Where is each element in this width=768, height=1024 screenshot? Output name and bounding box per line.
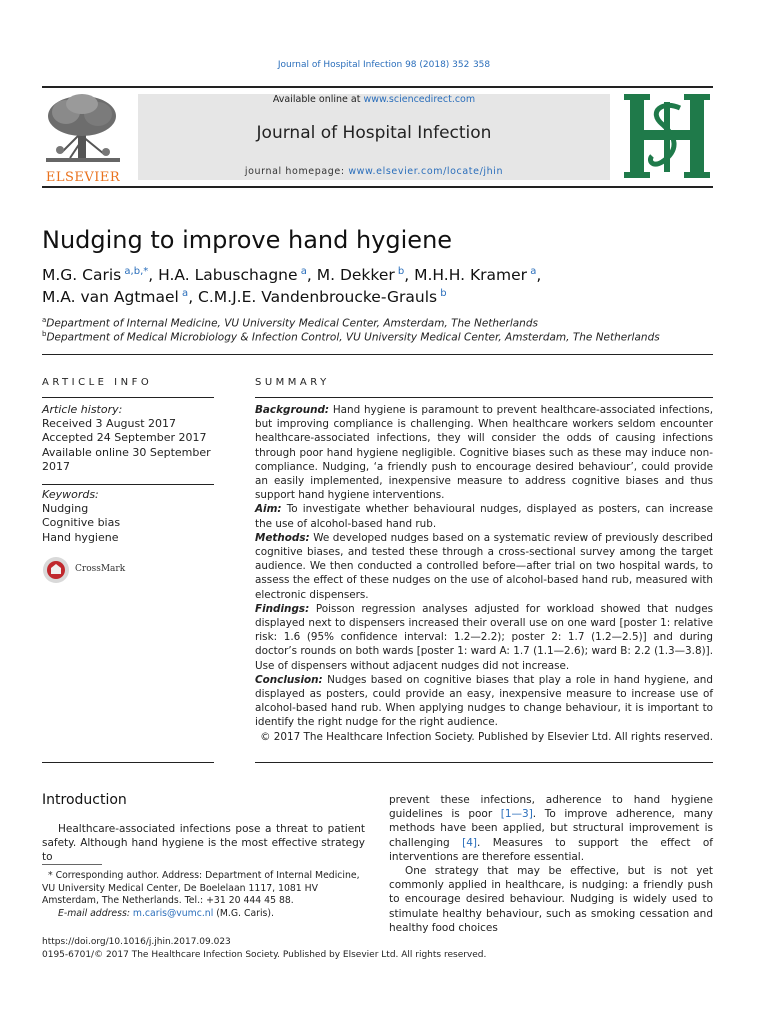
background-label: Background: [255,404,330,416]
author-name[interactable]: M.A. van Agtmael [42,288,179,307]
issn-line: 0195-6701/© 2017 The Healthcare Infection Society. Published by Elsevier Ltd. All rights reserved. [42,950,487,960]
authors-line-1 [42,266,541,284]
email-line [42,908,372,921]
intro-text: prevent these infections, adherence to hand hygiene guidelines is poor [389,794,713,821]
header-rule-top [42,86,713,88]
author-affiliation-mark[interactable]: b [437,288,447,299]
article-info-heading: ARTICLE INFO [42,377,153,388]
summary-body [255,403,713,744]
author-separator: , [404,266,415,285]
citation-link[interactable]: [1—3] [500,808,533,821]
keyword: Cognitive bias [42,516,121,530]
online-date-year: 2017 [42,459,70,473]
summary-copyright: © 2017 The Healthcare Infection Society. Published by Elsevier Ltd. All rights reserved. [260,730,713,743]
journal-citation: Journal of Hospital Infection 98 (2018) 352 358 [277,60,491,70]
affiliation-text: Department of Medical Microbiology & Infection Control, VU University Medical Center, Amsterdam, The Netherlands [46,331,660,344]
affiliation-a [42,316,538,330]
keywords-label: Keywords: [42,488,99,501]
elsevier-tree-icon [42,92,124,166]
conclusion-text: Nudges based on cognitive biases that play a role in hand hygiene, and displayed as posters, could provide an easy, inexpensive measure to increase use of alcohol-based hand rub. When applying nudges to change behaviour, it is important to identify the right nudge for the right audience. [255,673,713,729]
journal-name: Journal of Hospital Infection [256,123,492,143]
crossmark-badge[interactable] [42,556,132,586]
author-affiliation-mark[interactable]: a [178,288,189,299]
elsevier-wordmark: ELSEVIER [45,170,121,185]
elsevier-logo[interactable] [42,92,124,185]
summary-aim [255,502,713,530]
author-name[interactable]: M.G. Caris [42,266,122,285]
author-name[interactable]: M. Dekker [316,266,395,285]
author-separator: , [306,266,317,285]
authors-line-2 [42,288,447,306]
doi-link[interactable]: https://doi.org/10.1016/j.jhin.2017.09.023 [42,937,231,947]
affiliation-mark: b [42,330,47,338]
citation-link[interactable]: [4] [462,836,477,849]
crossmark-label: CrossMark [75,564,126,574]
history-label: Article history: [42,403,123,416]
affiliation-text: Department of Internal Medicine, VU University Medical Center, Amsterdam, The Netherlands [46,317,538,330]
intro-left-column [42,822,365,865]
affiliation-b [42,330,660,344]
footnote-rule [42,864,102,865]
methods-text: We developed nudges based on a systematic review of previously described cognitive biases, and tested these through a cross-sectional survey among the target audience. We then conducted a controlled before—after trial on two hospital wards, to assess the effect of these nudges on the use of alcohol-based hand rub, measured with electronic dispensers. [255,531,713,601]
corresponding-author: * Corresponding author. Address: Department of Internal Medicine, VU University Medical Center, De Boelelaan 1117, 1081 HV Amsterdam, The Netherlands. Tel.: +31 20 444 45 88. [42,870,360,907]
author-separator: , [536,266,542,285]
intro-text: . To improve adherence, many methods have been applied, but structural improvement is challenging [389,808,713,849]
homepage-label: journal homepage: [244,166,349,177]
accepted-date: Accepted 24 September 2017 [42,431,207,445]
online-date: Available online 30 September [42,445,211,459]
summary-conclusion [255,673,713,730]
conclusion-label: Conclusion: [255,673,323,686]
summary-findings [255,602,713,673]
background-text: Hand hygiene is paramount to prevent healthcare-associated infections, but improving compliance is challenging. When healthcare workers seldom encounter healthcare-associated infections, they will consider the odds of causing infections through poor hand hygiene negligible. Cognitive biases such as these may induce non-compliance. Nudging, ‘a friendly push to encourage desired behaviour’, could provide an easily implemented, inexpensive measure to address cognitive biases and thus support hand hygiene interventions. [255,404,713,502]
summary-bottom-rule [255,762,713,763]
author-affiliation-mark[interactable]: a [527,266,537,277]
available-online [138,94,610,105]
author-separator: , [188,288,199,307]
sciencedirect-link[interactable]: www.sciencedirect.com [363,94,476,105]
aim-label: Aim: [255,503,282,516]
his-emblem-icon [622,90,712,182]
received-date: Received 3 August 2017 [42,417,177,431]
affiliation-mark: a [42,316,47,324]
author-affiliation-mark[interactable]: a [297,266,307,277]
journal-homepage [138,166,610,177]
aim-text: To investigate whether behavioural nudges, displayed as posters, can increase the use of alcohol-based hand rub. [255,503,713,530]
findings-text: Poisson regression analyses adjusted for workload showed that nudges displayed next to dispensers increased their overall use on one ward [poster 1: relative risk: 1.6 (95% confidence interval: 1.2—2.2); poster 2: 1.7 (1.2—2.5)] and during doctor’s rounds on both wards [poster 1: ward A: 1.7 (1.1—2.6); ward B: 2.2 (1.3—3.8)]. Use of dispensers without adjacent nudges did not increase. [255,602,713,672]
header-rule-bottom [42,186,713,188]
keyword: Hand hygiene [42,530,119,544]
email-suffix: (M.G. Caris). [213,907,274,919]
article-info-rule [42,397,214,398]
affiliation-divider [42,354,713,355]
email-link[interactable]: m.caris@vumc.nl [132,907,214,919]
his-logo[interactable] [622,90,712,182]
article-info-bottom-rule [42,762,214,763]
homepage-link[interactable]: www.elsevier.com/locate/jhin [348,166,504,177]
summary-rule [255,397,713,398]
author-affiliation-mark[interactable]: a,b,* [121,266,149,277]
corresponding-footnote [42,870,372,920]
keyword: Nudging [42,502,89,516]
summary-heading: SUMMARY [255,377,330,388]
keywords-rule [42,484,214,485]
author-affiliation-mark[interactable]: b [394,266,405,277]
intro-paragraph [389,793,713,864]
author-name[interactable]: C.M.J.E. Vandenbroucke-Grauls [198,288,438,307]
summary-background [255,403,713,502]
introduction-heading: Introduction [42,792,127,808]
intro-paragraph: Healthcare-associated infections pose a threat to patient safety. Although hand hygiene is the most effective strategy to [42,823,365,864]
intro-paragraph: One strategy that may be effective, but is not yet commonly applied in healthcare, is nudging: a friendly push to encourage desired behaviour. Nudging is widely used to stimulate healthy behaviour, such as smoking cessation and healthy food choices [389,865,713,934]
summary-methods [255,531,713,602]
keywords [42,488,214,545]
email-label: E-mail address: [58,907,133,919]
methods-label: Methods: [255,531,310,544]
crossmark-icon [42,556,70,584]
findings-label: Findings: [255,602,310,615]
article-history [42,403,214,474]
author-name[interactable]: H.A. Labuschagne [158,266,298,285]
article-title: Nudging to improve hand hygiene [42,226,453,254]
author-separator: , [148,266,159,285]
intro-text: . Measures to support the effect of interventions are therefore essential. [389,836,713,863]
available-label: Available online at [272,94,364,105]
intro-right-column [389,793,713,935]
author-name[interactable]: M.H.H. Kramer [414,266,528,285]
